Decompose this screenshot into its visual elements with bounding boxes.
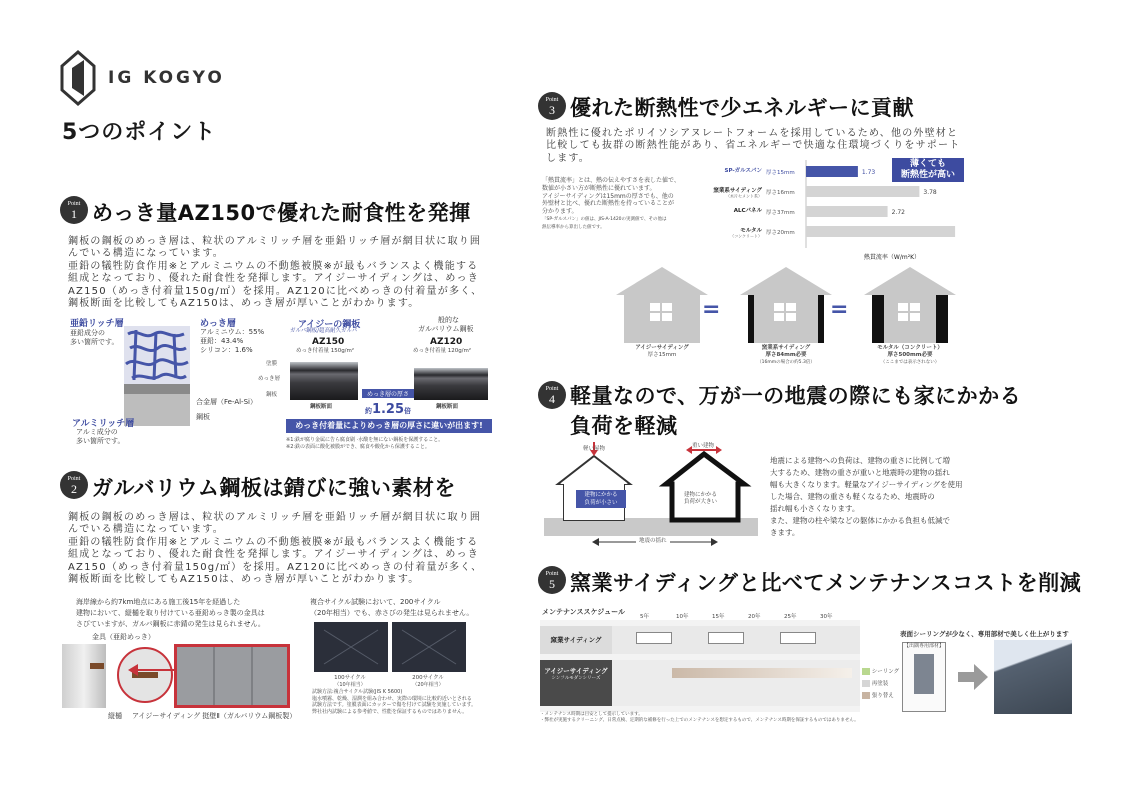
schedule-footnotes: ・メンテナンス時期は目安として提示しています。 ・弊社が実施するクリーニング、日常点検、定期的な補修を行った上でのメンテナンスを想定するもので、メンテナンス時期を保証するものではありません。: [540, 712, 859, 723]
point-5-badge: Point 5: [538, 566, 566, 594]
bar-2: [806, 206, 888, 217]
house-ig-siding-icon: [614, 265, 710, 345]
x-axis-label: 熱貫流率（W/m²K）: [863, 254, 921, 261]
zinc-rich-label: 亜鉛リッチ層: [70, 319, 124, 329]
house-3-label: モルタル（コンクリート） 厚さ500mm必要 （ここまでは表示されない）: [877, 345, 943, 365]
gutter-photo: [62, 644, 106, 708]
year-5: 5年: [640, 614, 649, 620]
sample-200-label: 200サイクル （20年相当）: [412, 675, 444, 688]
ig-weight: めっき付着量 150g/m²: [296, 348, 355, 354]
plating-label-2: めっき層: [258, 376, 280, 382]
bar-1: [806, 186, 919, 197]
schedule-title: メンテナンススケジュール: [542, 608, 626, 616]
coating-label: 塗膜: [266, 361, 278, 367]
arrow-right-icon: [958, 664, 988, 690]
equals-sign-2: =: [830, 297, 849, 322]
year-20: 20年: [748, 614, 761, 620]
ig-steel-sub: ガルバ鋼板/超高耐久ガルバ: [290, 328, 358, 334]
point-3-body: 断熱性に優れたポリイソシアヌレートフォームを採用しているため、他の外壁材と 比較しても抜群の断熱性能があり、省エネルギーで快適な住環境づくりをサポート します。: [546, 128, 961, 164]
al-rich-desc: アルミ成分の 多い箇所です。: [76, 428, 125, 445]
house-mortar-icon: [862, 265, 958, 345]
value-label-1: 3.78: [923, 189, 937, 196]
point-1-title: めっき量AZ150で優れた耐食性を発揮: [92, 201, 471, 225]
sample-100-cycle-image: [314, 622, 388, 672]
steel-label-2: 鋼板: [266, 392, 278, 398]
sample-100-label: 100サイクル （10年相当）: [334, 675, 366, 688]
bar-0: [806, 166, 858, 177]
test-notes: 試験方法:複合サイクル試験(JIS K 5600) 塩水噴霧、乾燥、湿潤を組み合わせ、実際の環境に比較的近いとされる 試験方法です。塗膜表面にカッターで傷を付けて試験を実施しています。 弊社社内試験による参考値で、性能を保証するものではありません。: [312, 689, 477, 715]
year-15: 15年: [712, 614, 725, 620]
sealing-title: 表面シーリングが少なく、専用部材で美しく仕上がります: [900, 630, 1069, 638]
plating-layer-label: めっき層: [200, 319, 236, 329]
value-label-0: 1.73: [861, 169, 876, 176]
ig-steel-section-image: [290, 362, 358, 400]
ceramic-maint-2: [708, 632, 744, 644]
point-4-body: 地震による建物への負荷は、建物の重さに比例して増 大するため、建物の重さが重いと地震時の建物の揺れ 幅も大きくなります。軽量なアイジーサイディングを使用 した場合、建物の重さも軽くなるため、地震時の 揺れ幅も小さくなります。 また、建物の柱や梁などの躯体にかかる負担も低減で きます。: [770, 456, 963, 537]
steel-plate-label: 鋼板: [196, 413, 210, 421]
siding-photo: [174, 644, 290, 708]
point-5-title: 窯業サイディングと比べてメンテナンスコストを削減: [570, 571, 1082, 595]
house-1-label: アイジーサイディング 厚さ15mm: [635, 345, 689, 358]
plating-composition: アルミニウム：55% 亜鉛：43.4% シリコン：1.6%: [200, 328, 265, 354]
ground-shake-label: 地震の揺れ: [636, 538, 670, 545]
category-label-3: モルタル: [740, 228, 762, 234]
point-4-title: 軽量なので、万が一の地震の際にも家にかかる 負荷を軽減: [570, 384, 1022, 438]
thickness-label-0: 厚さ15mm: [766, 170, 795, 176]
point-2-title: ガルバリウム鋼板は錆びに強い素材を: [92, 476, 456, 500]
point-2-body: 鋼板の鋼板のめっき層は、粒状のアルミリッチ層を亜鉛リッチ層が網目状に取り囲 んでいる構造になっています。 亜鉛の犠牲防食作用※とアルミニウムの不動態被膜※が最もバランスよく機能する 組成となっており、優れた耐食性を発揮します。アイジーサイディングは、めっき AZ150（めっき付着量150g/㎡）を採用。AZ120に比べめっきの付着量が多く、 鋼板断面を比較してもAZ150は、めっき層が厚いことがわかります。: [68, 512, 483, 586]
logo-text: IG KOGYO: [108, 68, 225, 88]
thin-insulation-callout: 薄くても 断熱性が高い: [892, 158, 964, 182]
ig-grade: AZ150: [312, 337, 345, 347]
rusty-fitting: [90, 663, 104, 669]
heavy-roof-label: 重い建物: [692, 443, 715, 449]
light-roof-label: 軽い屋物: [583, 446, 606, 452]
year-30: 30年: [820, 614, 833, 620]
ig-maint-bar: [672, 668, 852, 678]
point-4-badge: Point 4: [538, 381, 566, 409]
category-label-1: 窯業系サイディング: [713, 188, 762, 194]
house-ceramic-siding-icon: [738, 265, 834, 345]
cycle-test-caption: 複合サイクル試験において、200サイクル （20年相当）でも、赤さびの発生は見られません。: [310, 598, 474, 617]
thickness-label-2: 厚さ37mm: [766, 210, 795, 216]
year-25: 25年: [784, 614, 797, 620]
category-label-2: ALCパネル: [733, 208, 762, 214]
thickness-label-3: 厚さ20mm: [766, 230, 795, 236]
thickness-ratio: めっき層の厚さ 約1.25倍: [362, 389, 414, 417]
zinc-rich-desc: 亜鉛成分の 多い箇所です。: [70, 329, 119, 346]
maintenance-schedule-table: [540, 614, 860, 712]
point-2-badge: Point 2: [60, 471, 88, 499]
plating-difference-banner: めっき付着量によりめっき層の厚さに違いが出ます!: [286, 419, 492, 433]
value-label-2: 2.72: [891, 209, 905, 216]
corner-parts-card: 【出隅専用部材】: [902, 642, 946, 712]
al-rich-label: アルミリッチ層: [72, 419, 135, 429]
point-3-badge: Point 3: [538, 92, 566, 120]
thickness-label-1: 厚さ16mm: [766, 190, 795, 196]
u-value-note: 「熱貫流率」とは、熱の伝えやすさを表した値で、 数値が小さい方が断熱性に優れています。 アイジーサイディングは15mmの厚さでも、他の 外壁材と比べ、優れた断熱性を持っていることが 分かります。 「SP-ガルスパン」の値は、JIS-A-1420の実測値で、その他は 熱伝導率から算出した値です。: [542, 177, 680, 230]
bar-3: [806, 226, 955, 237]
house-2-label: 窯業系サイディング 厚さ84mm必要 （16mmの場合の約5.3倍）: [757, 345, 815, 365]
ig-steel-title: アイジーの鋼板: [298, 320, 361, 330]
general-steel-title: 般的な: [438, 316, 459, 324]
ceramic-row-label: 窯業サイディング: [540, 626, 612, 654]
general-section-label: 鋼板断面: [436, 404, 459, 410]
year-10: 10年: [676, 614, 689, 620]
gutter-label: 縦樋: [108, 712, 122, 720]
ceramic-maint-1: [636, 632, 672, 644]
finished-wall-photo: [994, 640, 1072, 714]
point-3-title: 優れた断熱性で少エネルギーに貢献: [570, 96, 914, 120]
ig-section-label: 鋼板断面: [310, 404, 333, 410]
equals-sign-1: =: [702, 297, 721, 322]
general-steel-section-image: [414, 368, 488, 400]
category-label-0: SP-ガルスパン: [724, 168, 762, 174]
ig-kogyo-logo-icon: [58, 50, 98, 106]
general-steel-title-2: ガルバリウム鋼板: [418, 325, 474, 333]
general-weight: めっき付着量 120g/m²: [413, 348, 472, 354]
point-1-badge: Point 1: [60, 196, 88, 224]
light-load-label: 建物にかかる 負荷が小さい: [576, 490, 626, 508]
category-sub-1: （木片セメント系）: [726, 193, 762, 199]
fitting-label: 金具（亜鉛めっき）: [92, 633, 155, 641]
siding-label: アイジーサイディング 挺壁Ⅱ（ガルバリウム鋼板製）: [132, 712, 297, 720]
schedule-legend: シーリング 再塗装 張り替え: [862, 668, 899, 700]
ig-row-label: アイジーサイディング シンフルモダンシリーズ: [540, 660, 612, 706]
point-1-body: 鋼板の鋼板のめっき層は、粒状のアルミリッチ層を亜鉛リッチ層が網目状に取り囲 んでいる構造になっています。 亜鉛の犠牲防食作用※とアルミニウムの不動態被膜※が最もバランスよく機能する 組成となっており、優れた耐食性を発揮します。アイジーサイディングは、めっき AZ150（めっき付着量150g/㎡）を採用。AZ120に比べめっきの付着量が多く、 鋼板断面を比較してもAZ150は、めっき層が厚いことがわかります。: [68, 236, 483, 310]
exposure-caption: 海岸線から約7km地点にある施工後15年を経過した 建物において、縦樋を取り付けている亜鉛めっき製の金具は さびていますが、ガルバ鋼板に赤錆の発生は見られません。: [76, 598, 265, 628]
heavy-load-label: 建物にかかる 負荷が大きい: [684, 492, 718, 505]
general-grade: AZ120: [430, 337, 463, 347]
alloy-layer-label: 合金層（Fe-Al-Si）: [196, 398, 257, 406]
ig-row: [612, 660, 860, 706]
page-title: 5つのポイント: [62, 120, 217, 145]
plating-structure-diagram: [124, 326, 190, 426]
point-1-notes: ※1:鉄が腐り金属に告ら腐食刷 ·水酸を無にない鋼板を保護すること。 ※2:鉄の表面に酸化被膜ができ、腐食や酸化から保護すること。: [286, 437, 444, 450]
ceramic-maint-3: [780, 632, 816, 644]
arrow-left-icon: [128, 660, 178, 680]
category-sub-3: （コンクリート）: [730, 233, 762, 239]
sample-200-cycle-image: [392, 622, 466, 672]
